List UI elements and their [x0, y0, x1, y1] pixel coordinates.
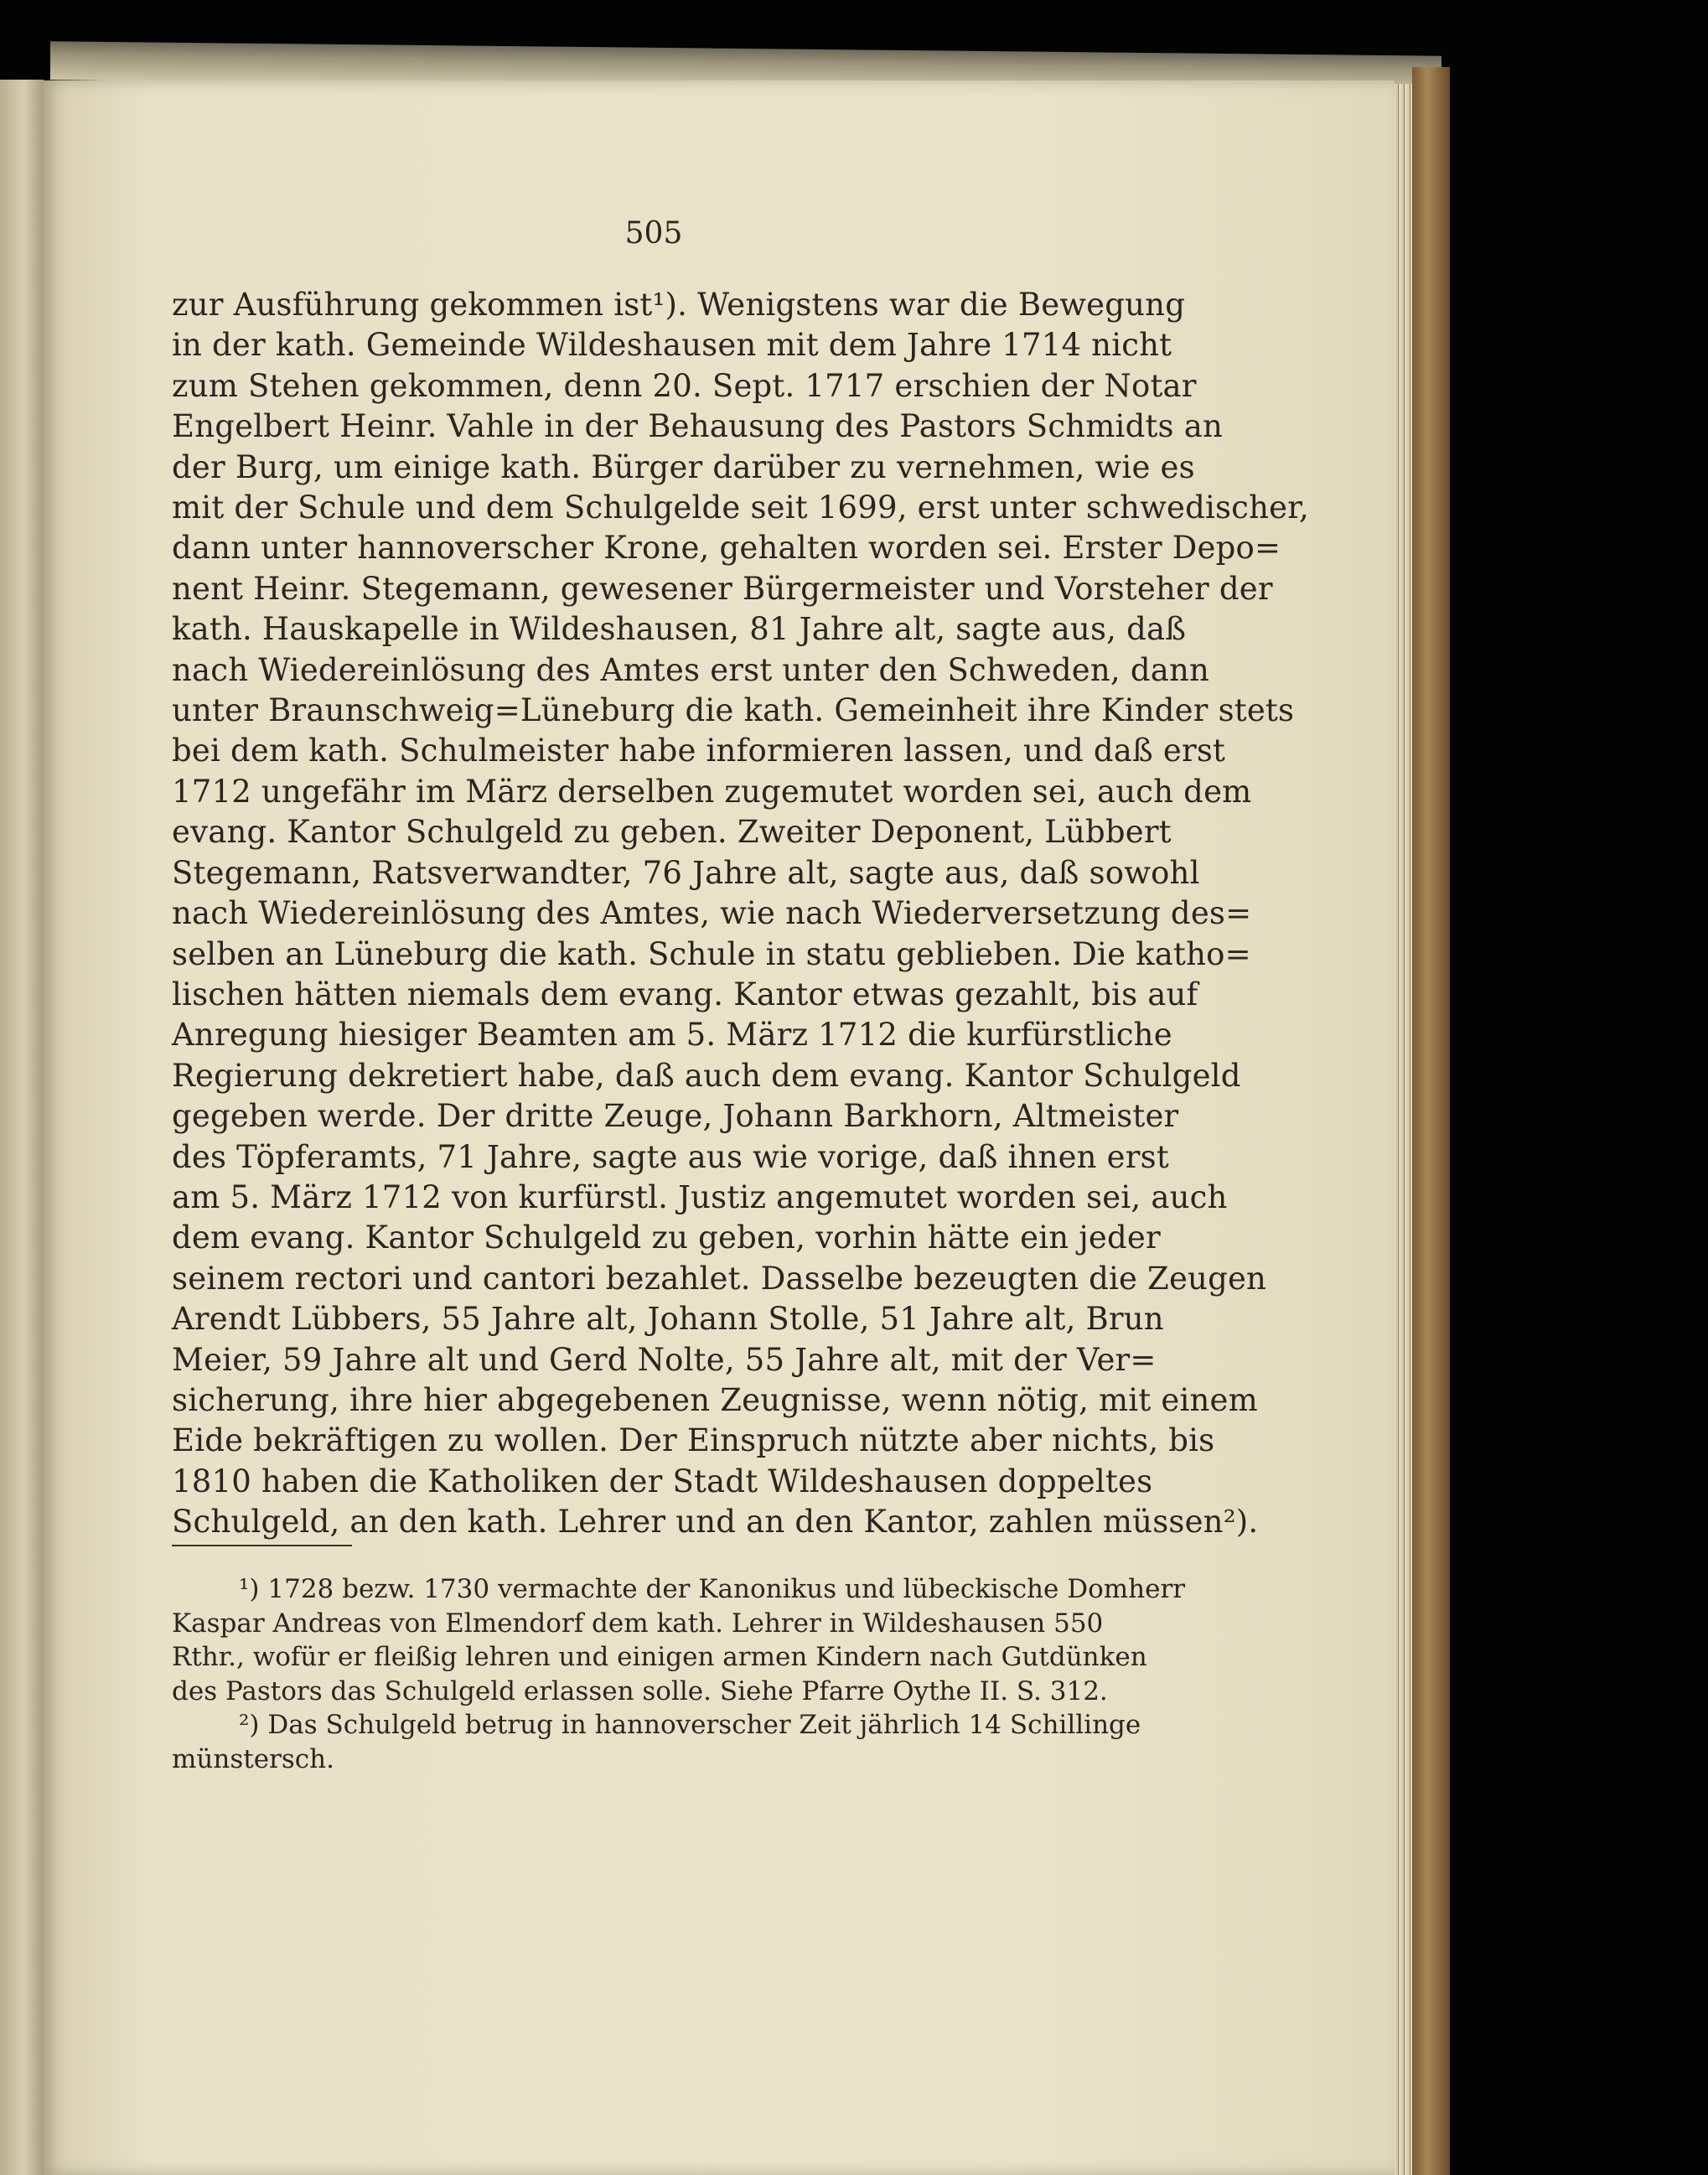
body-line: zum Stehen gekommen, denn 20. Sept. 1717 erschien der Notar	[172, 367, 1197, 404]
footnotes	[172, 1572, 1186, 1776]
body-line: seinem rectori und cantori bezahlet. Dasselbe bezeugten die Zeugen	[172, 1260, 1267, 1297]
page-number: 505	[624, 216, 683, 251]
body-line: mit der Schule und dem Schulgelde seit 1699, erst unter schwedischer,	[172, 489, 1310, 526]
body-line: in der kath. Gemeinde Wildeshausen mit dem Jahre 1714 nicht	[172, 327, 1172, 364]
body-line: unter Braunschweig=Lüneburg die kath. Gemeinheit ihre Kinder stets	[172, 692, 1295, 729]
body-line: nent Heinr. Stegemann, gewesener Bürgermeister und Vorsteher der	[172, 570, 1273, 607]
body-line: Eide bekräftigen zu wollen. Der Einspruch nützte aber nichts, bis	[172, 1422, 1215, 1459]
body-text	[172, 285, 1310, 1543]
footnote-line: ²) Das Schulgeld betrug in hannoverscher Zeit jährlich 14 Schillinge	[239, 1710, 1141, 1740]
body-line: lischen hätten niemals dem evang. Kantor etwas gezahlt, bis auf	[172, 976, 1198, 1012]
body-line: 1810 haben die Katholiken der Stadt Wildeshausen doppeltes	[172, 1463, 1153, 1499]
body-line: kath. Hauskapelle in Wildeshausen, 81 Jahre alt, sagte aus, daß	[172, 611, 1187, 648]
body-line: dann unter hannoverscher Krone, gehalten worden sei. Erster Depo=	[172, 530, 1281, 567]
body-line: nach Wiedereinlösung des Amtes erst unter den Schweden, dann	[172, 651, 1210, 688]
body-line: des Töpferamts, 71 Jahre, sagte aus wie vorige, daß ihnen erst	[172, 1138, 1169, 1175]
body-line: evang. Kantor Schulgeld zu geben. Zweiter Deponent, Lübbert	[172, 814, 1172, 851]
body-line: nach Wiedereinlösung des Amtes, wie nach Wiederversetzung des=	[172, 895, 1252, 932]
body-line: 1712 ungefähr im März derselben zugemutet worden sei, auch dem	[172, 773, 1252, 810]
body-line: gegeben werde. Der dritte Zeuge, Johann Barkhorn, Altmeister	[172, 1098, 1179, 1135]
body-line: Meier, 59 Jahre alt und Gerd Nolte, 55 Jahre alt, mit der Ver=	[172, 1341, 1157, 1378]
body-line: dem evang. Kantor Schulgeld zu geben, vorhin hätte ein jeder	[172, 1220, 1161, 1256]
body-line: Regierung dekretiert habe, daß auch dem evang. Kantor Schulgeld	[172, 1057, 1241, 1094]
body-line: Engelbert Heinr. Vahle in der Behausung des Pastors Schmidts an	[172, 408, 1223, 445]
body-line: Anregung hiesiger Beamten am 5. März 1712 die kurfürstliche	[172, 1017, 1172, 1054]
body-line: selben an Lüneburg die kath. Schule in statu geblieben. Die katho=	[172, 935, 1251, 972]
footnote-separator	[172, 1545, 352, 1546]
footnote-line: ¹) 1728 bezw. 1730 vermachte der Kanonikus und lübeckische Domherr	[239, 1574, 1186, 1604]
body-line: zur Ausführung gekommen ist¹). Wenigstens war die Bewegung	[172, 287, 1186, 323]
footnote-line: Rthr., wofür er fleißig lehren und einigen armen Kindern nach Gutdünken	[172, 1642, 1147, 1672]
body-line: der Burg, um einige kath. Bürger darüber zu vernehmen, wie es	[172, 448, 1195, 485]
footnote-line: Kaspar Andreas von Elmendorf dem kath. Lehrer in Wildeshausen 550	[172, 1608, 1104, 1639]
body-line: bei dem kath. Schulmeister habe informieren lassen, und daß erst	[172, 733, 1226, 769]
footnote-line: des Pastors das Schulgeld erlassen solle. Siehe Pfarre Oythe II. S. 312.	[172, 1675, 1108, 1706]
body-line: sicherung, ihre hier abgegebenen Zeugnisse, wenn nötig, mit einem	[172, 1381, 1258, 1418]
footnote-line: münstersch.	[172, 1743, 334, 1774]
body-line: Arendt Lübbers, 55 Jahre alt, Johann Stolle, 51 Jahre alt, Brun	[172, 1301, 1164, 1338]
body-line: Stegemann, Ratsverwandter, 76 Jahre alt, sagte aus, daß sowohl	[172, 854, 1200, 891]
book-spine-edge	[1412, 67, 1450, 2175]
body-line: am 5. März 1712 von kurfürstl. Justiz angemutet worden sei, auch	[172, 1178, 1228, 1215]
facing-page-edge	[0, 80, 44, 2175]
body-line: Schulgeld, an den kath. Lehrer und an den Kantor, zahlen müssen²).	[172, 1504, 1259, 1541]
